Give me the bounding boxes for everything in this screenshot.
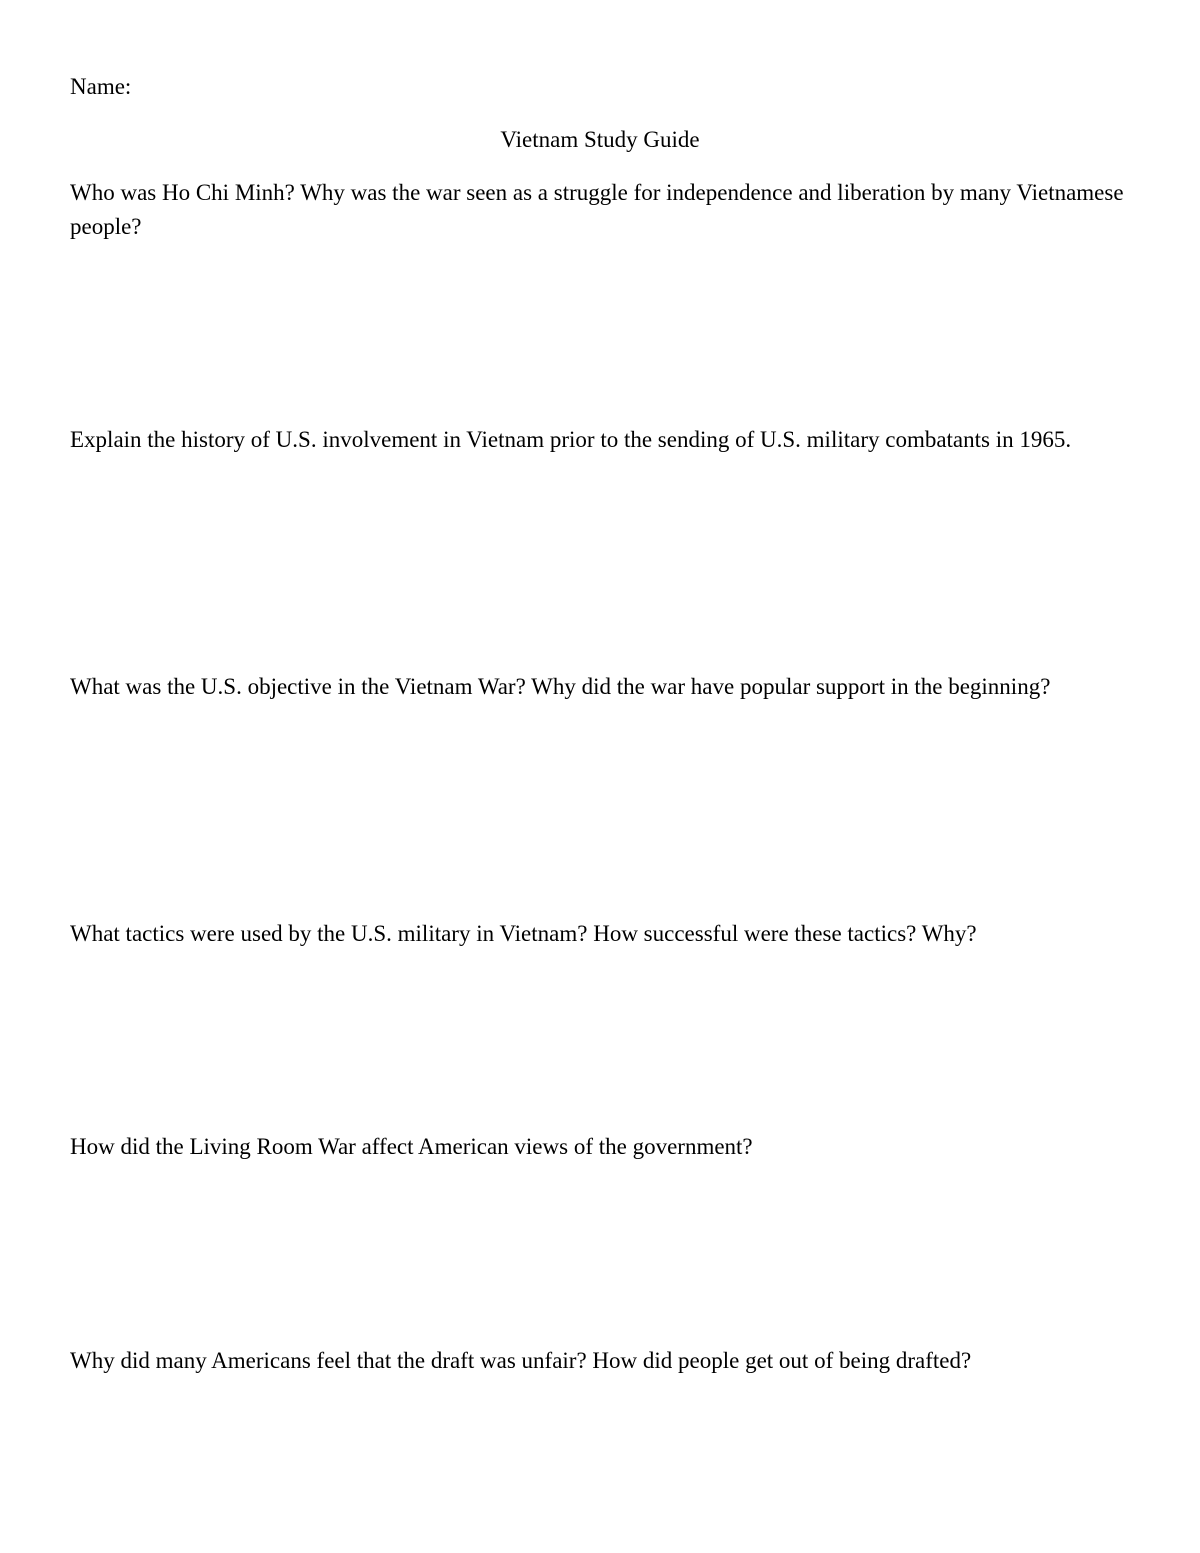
- question-1: Who was Ho Chi Minh? Why was the war seen as a struggle for independence and liberation by many Vietnamese people?: [70, 180, 1124, 239]
- question-4: What tactics were used by the U.S. military in Vietnam? How successful were these tactics? Why?: [70, 921, 977, 946]
- question-3: What was the U.S. objective in the Vietnam War? Why did the war have popular support in the beginning?: [70, 674, 1051, 699]
- page-title: Vietnam Study Guide: [500, 127, 700, 152]
- question-2: Explain the history of U.S. involvement in Vietnam prior to the sending of U.S. military combatants in 1965.: [70, 427, 1072, 452]
- question-5: How did the Living Room War affect American views of the government?: [70, 1134, 753, 1159]
- name-label: Name:: [70, 74, 132, 99]
- question-6: Why did many Americans feel that the draft was unfair? How did people get out of being drafted?: [70, 1348, 972, 1373]
